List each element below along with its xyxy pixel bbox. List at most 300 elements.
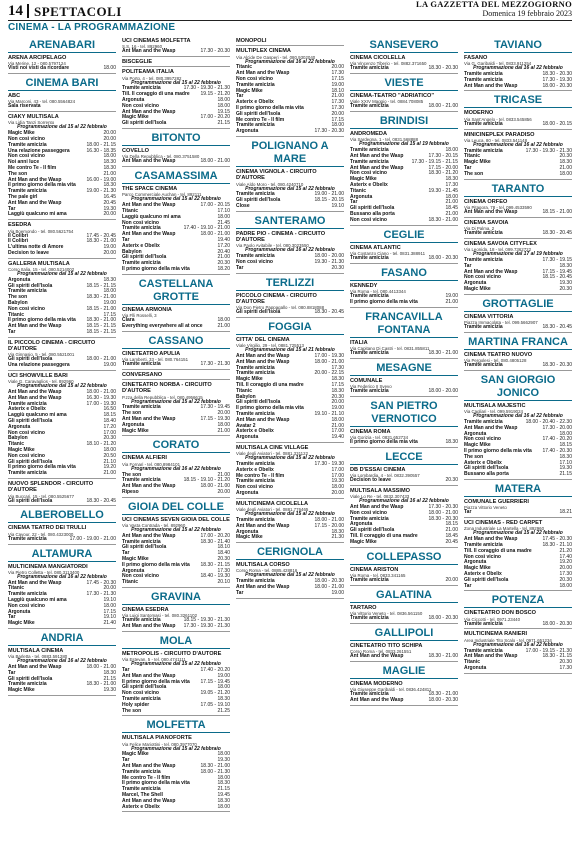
divider bbox=[8, 695, 116, 696]
cinema-listing bbox=[464, 631, 572, 671]
film-title: Magic Mike bbox=[464, 442, 491, 449]
programme-period: Programmazione dal 16 al 22 febbraio bbox=[473, 641, 563, 648]
film-showtimes: 20.00 bbox=[331, 110, 344, 117]
film-title: Tar bbox=[464, 165, 472, 172]
film-showtimes: 18.45 bbox=[445, 205, 458, 212]
cinema-address: Via Marconi, 43 - tel. 080.5564824 bbox=[8, 99, 76, 105]
film-title: Tramite amicizia bbox=[122, 361, 161, 367]
cinema-name: KENNEDY bbox=[350, 282, 378, 289]
film-showtimes: 18.30 - 20.30 bbox=[542, 71, 572, 78]
cinema-listing bbox=[122, 382, 230, 434]
programme-period: Programmazione dal 15 al 22 febbraio bbox=[131, 527, 221, 534]
film-showtimes: 17.30 - 20.30 bbox=[200, 48, 230, 55]
divider bbox=[350, 111, 458, 112]
film-title: Magic Mike bbox=[122, 556, 149, 563]
film-showtimes: 21.00 bbox=[217, 254, 230, 261]
film-showtimes: 18.00 bbox=[217, 421, 230, 428]
cinema-listing bbox=[236, 445, 344, 497]
cinema-name: CINEMA SAVOIA CITYFLEX bbox=[464, 240, 537, 247]
film-showtimes: 18.00 - 21.00 bbox=[314, 584, 344, 590]
city-heading: FRANCAVILLA FONTANA bbox=[350, 311, 458, 338]
film-title: L'ultima notte di Amore bbox=[8, 244, 64, 251]
film-title: Il primo giorno della mia vita bbox=[8, 464, 76, 471]
film-showtimes: 19.20 bbox=[559, 559, 572, 566]
cinema-name: CINEMA ALFIERI bbox=[122, 455, 167, 462]
cinema-name: PADRE PIO - CINEMA - CIRCUITO D'AUTORE bbox=[236, 230, 326, 244]
cinema-listing bbox=[8, 114, 116, 218]
divider bbox=[464, 479, 572, 480]
film-title: Asterix e Obelix bbox=[464, 570, 502, 577]
film-showtimes: 17.00 bbox=[103, 429, 116, 436]
film-showtimes: 18.15 - 21.00 bbox=[86, 305, 116, 312]
film-row bbox=[8, 621, 116, 627]
film-showtimes: 17.30 bbox=[331, 70, 344, 77]
city-heading: GALATINA bbox=[350, 589, 458, 603]
film-showtimes: 18.00 bbox=[217, 213, 230, 220]
film-row bbox=[350, 351, 458, 357]
film-showtimes: 20.00 bbox=[217, 410, 230, 417]
film-title: Gli spiriti dell'Isola bbox=[350, 205, 395, 212]
cinema-name: CINEMA SAVOIA bbox=[464, 219, 509, 226]
listing-column bbox=[464, 36, 572, 835]
film-showtimes: 18.30 bbox=[331, 376, 344, 383]
film-showtimes: 17.30 bbox=[217, 567, 230, 574]
film-title: Non così vicino bbox=[122, 573, 159, 580]
city-heading: COLLEPASSO bbox=[350, 551, 458, 565]
film-title: Ant Man and the Wasp bbox=[122, 158, 176, 165]
cinema-name: CINEMA TEATRO NUOVO bbox=[464, 351, 533, 358]
film-showtimes: 20.00 bbox=[559, 565, 572, 572]
film-title: Ant Man and the Wasp bbox=[236, 353, 290, 359]
cinema-name: CINEMA ESEDRA bbox=[122, 607, 169, 614]
film-title: Il primo giorno della mia vita bbox=[122, 561, 190, 568]
film-title: Titanic bbox=[8, 585, 25, 592]
film-title: Gli spiriti dell'Isola bbox=[236, 309, 281, 316]
divider bbox=[236, 442, 344, 443]
film-title: Tramite amicizia bbox=[236, 191, 275, 198]
cinema-name: POLITEAMA ITALIA bbox=[122, 69, 174, 76]
film-title: Non così vicino bbox=[8, 136, 45, 143]
film-title: Non così vicino bbox=[236, 484, 273, 491]
film-title: Argonuta bbox=[464, 430, 487, 437]
film-showtimes: 18.00 - 21.00 bbox=[200, 483, 230, 490]
cinema-name: ESEDRA bbox=[8, 222, 32, 229]
divider bbox=[8, 370, 116, 371]
film-title: Magic Mike bbox=[8, 687, 35, 694]
film-title: Gli spiriti dell'Isola bbox=[236, 110, 281, 117]
film-title: Ant Man and the Wasp bbox=[236, 522, 290, 529]
divider bbox=[464, 628, 572, 629]
film-title: Tramite amicizia bbox=[122, 695, 161, 702]
divider bbox=[350, 73, 458, 74]
film-showtimes: 19.30 bbox=[559, 465, 572, 472]
film-showtimes: 19.05 - 21.20 bbox=[200, 690, 230, 697]
film-showtimes: 20.00 bbox=[103, 136, 116, 143]
film-showtimes: 18.10 bbox=[331, 87, 344, 94]
film-row bbox=[350, 698, 458, 704]
film-row bbox=[464, 172, 572, 178]
cinema-address: Via Felice Mariottini - tel. 080.3977070 bbox=[122, 741, 197, 747]
cinema-listing bbox=[464, 499, 572, 516]
film-showtimes: 18.30 - 21.20 bbox=[428, 170, 458, 177]
film-title: Tramite amicizia bbox=[464, 362, 503, 369]
city-heading: MARTINA FRANCA bbox=[464, 336, 572, 350]
divider bbox=[8, 544, 116, 545]
city-heading: MAGLIE bbox=[350, 665, 458, 679]
film-title: Non così vicino bbox=[350, 509, 387, 516]
cinema-address: Via Buccari, 15 - tel. 080.5525677 bbox=[8, 493, 75, 499]
film-showtimes: 17.30 - 19.30 bbox=[542, 76, 572, 83]
cinema-address: Piazza Immacolata - tel. 099.5662907 bbox=[464, 320, 538, 326]
film-title: Asterix e Obelix bbox=[236, 466, 274, 473]
cinema-name: MULTISALA MAJESTIC bbox=[464, 402, 526, 409]
film-showtimes: 18.00 bbox=[217, 97, 230, 104]
film-title: Il primo giorno della mia vita bbox=[122, 780, 190, 787]
film-showtimes: 18.00 bbox=[217, 102, 230, 109]
film-title: Ant Man and the Wasp bbox=[122, 48, 176, 55]
film-showtimes: 18.15 - 21.15 bbox=[86, 282, 116, 289]
film-row bbox=[122, 159, 230, 165]
cinema-address: Via Sardegna, 1 - tel. 0831.568888 bbox=[350, 137, 419, 143]
cinema-address: Via Di Palma, 2 bbox=[464, 226, 495, 232]
film-title: The son bbox=[8, 170, 28, 177]
film-title: Till. Il coraggio di una madre bbox=[350, 533, 418, 540]
cinema-listing bbox=[464, 520, 572, 589]
film-showtimes: 20.00 bbox=[103, 211, 116, 218]
film-showtimes: 18.40 - 19.30 bbox=[200, 573, 230, 580]
film-showtimes: 19.30 bbox=[331, 478, 344, 485]
cinema-listing bbox=[350, 245, 458, 262]
film-title: Tramite amicizia bbox=[8, 288, 47, 295]
film-showtimes: 17.15 - 19.45 bbox=[542, 268, 572, 275]
divider bbox=[122, 497, 230, 498]
film-title: Titanic bbox=[464, 153, 481, 160]
film-row bbox=[350, 540, 458, 546]
film-title: Ant Man and the Wasp bbox=[8, 199, 62, 206]
programme-period: Programmazione dal 15 al 22 febbraio bbox=[473, 530, 563, 537]
divider bbox=[464, 90, 572, 91]
cinema-name: COMUNALE bbox=[350, 377, 383, 384]
film-showtimes: 17.30 bbox=[331, 364, 344, 371]
film-title: Non così vicino bbox=[236, 258, 273, 265]
cinema-address: P.zza della Repubblica - tel. 080.4956615 bbox=[122, 394, 203, 400]
film-showtimes: 18.10 bbox=[217, 544, 230, 551]
film-title: Gli spiriti dell'Isola bbox=[8, 497, 53, 504]
film-showtimes: 17.00 - 20.15 bbox=[200, 202, 230, 209]
cinema-listing bbox=[122, 372, 230, 378]
film-showtimes: 18.00 bbox=[559, 582, 572, 589]
film-title: Il primo giorno della mia vita bbox=[350, 439, 418, 446]
cinema-name: IL PICCOLO CINEMA - CIRCUITO D'AUTORE bbox=[8, 339, 96, 353]
publication-name: LA GAZZETTA DEL MEZZOGIORNO bbox=[415, 0, 572, 9]
film-showtimes: 17.00 - 19.15 - 21.30 bbox=[525, 647, 572, 654]
film-title: Me contro Te - Il film bbox=[236, 472, 285, 479]
divider bbox=[350, 447, 458, 448]
cinema-name: CONVERSANO bbox=[122, 371, 163, 378]
film-row bbox=[8, 363, 116, 369]
film-title: Argonuta bbox=[8, 423, 31, 430]
film-title: The son bbox=[122, 471, 142, 478]
film-showtimes: 18.00 bbox=[217, 803, 230, 810]
city-heading: MOLFETTA bbox=[122, 719, 230, 733]
programme-period: Programmazione dal 15 al 22 febbraio bbox=[131, 398, 221, 405]
film-showtimes: 18.30 bbox=[103, 182, 116, 189]
film-showtimes: 20.00 bbox=[331, 490, 344, 497]
film-title: Argonuta bbox=[8, 608, 31, 615]
divider bbox=[350, 358, 458, 359]
cinema-listing bbox=[8, 55, 116, 72]
film-showtimes: 19.00 - 21.00 bbox=[314, 191, 344, 198]
cinema-name: BISCEGLIE bbox=[122, 59, 153, 66]
divider bbox=[350, 307, 458, 308]
programme-period: Programmazione dal 15 al 22 febbraio bbox=[17, 124, 107, 131]
cinema-name: UCI CINEMAS MOLFETTA bbox=[122, 38, 191, 44]
divider bbox=[350, 225, 458, 226]
film-title: Argonuta bbox=[236, 528, 259, 535]
divider bbox=[464, 332, 572, 333]
film-title: Tramite amicizia bbox=[236, 122, 275, 129]
film-showtimes: 21.00 bbox=[445, 527, 458, 534]
divider bbox=[350, 705, 458, 706]
city-heading: GRAVINA bbox=[122, 591, 230, 605]
masthead bbox=[416, 0, 572, 20]
cinema-name: CINETEATRO APULIA bbox=[122, 350, 181, 357]
film-title: Non così vicino bbox=[350, 216, 387, 223]
cinema-name: ITALIA bbox=[350, 339, 368, 346]
film-title: Tramite amicizia bbox=[350, 254, 389, 261]
cinema-address: Via Sant'Angelo - tel. 0833.545856 bbox=[464, 116, 532, 122]
cinema-listing bbox=[8, 340, 116, 369]
cinema-name: CINETEATRO NORBA - CIRCUITO D'AUTORE bbox=[122, 382, 212, 395]
film-showtimes: 17.00 - 19.30 bbox=[86, 400, 116, 407]
cinema-address: Via Ciccotti - tel. 0971.23440 bbox=[464, 616, 521, 622]
film-title: Argonuta bbox=[236, 434, 259, 441]
film-title: Ant Man and the Wasp bbox=[464, 208, 518, 215]
cinema-name: DB D'ESSAI CINEMA bbox=[350, 466, 406, 473]
cinema-listing bbox=[122, 607, 230, 630]
film-showtimes: 18.30 bbox=[217, 695, 230, 702]
film-title: Magic Mike bbox=[350, 538, 377, 545]
cinema-listing bbox=[8, 93, 116, 110]
film-showtimes: 18.30 - 21.00 bbox=[428, 653, 458, 660]
film-row bbox=[8, 104, 116, 110]
film-showtimes: 19.40 bbox=[217, 237, 230, 244]
film-showtimes: 18.00 - 20.00 bbox=[314, 253, 344, 260]
cinema-listing bbox=[350, 429, 458, 446]
film-title: Tar bbox=[464, 582, 472, 589]
header-divider bbox=[27, 4, 29, 18]
film-title: Il primo giorno della mia vita bbox=[122, 678, 190, 685]
film-title: Tramite amicizia bbox=[122, 786, 161, 793]
divider bbox=[122, 331, 230, 332]
film-title: Ripeso bbox=[122, 488, 139, 495]
film-showtimes: 17.20 bbox=[217, 242, 230, 249]
film-showtimes: 17.40 - 20.20 bbox=[542, 436, 572, 443]
film-title: Tramite amicizia bbox=[236, 516, 275, 523]
divider bbox=[122, 274, 230, 275]
city-heading: POTENZA bbox=[464, 594, 572, 608]
cinema-listing bbox=[350, 643, 458, 660]
cinema-name: FASANO bbox=[464, 55, 488, 61]
film-title: Asterix e Obelix bbox=[464, 459, 502, 466]
city-heading: CEGLIE bbox=[350, 229, 458, 243]
film-showtimes: 18.00 bbox=[331, 122, 344, 129]
city-heading: CASTELLANA GROTTE bbox=[122, 278, 230, 305]
film-title: Marcel, The Shell bbox=[122, 792, 163, 799]
divider bbox=[236, 598, 344, 599]
film-title: Il primo giorno della mia vita bbox=[122, 266, 190, 273]
film-row bbox=[236, 266, 344, 272]
film-title: Argonuta bbox=[122, 567, 145, 574]
film-showtimes: 18.00 bbox=[445, 147, 458, 154]
film-showtimes: 17.10 bbox=[217, 208, 230, 215]
programme-period: Programmazione dal 15 al 22 febbraio bbox=[131, 745, 221, 752]
film-row bbox=[350, 104, 458, 110]
film-showtimes: 18.00 - 21.00 bbox=[314, 358, 344, 365]
cinema-name: CINEMA CICOLELLA bbox=[350, 55, 406, 61]
film-showtimes: 18.00 - 20.30 bbox=[542, 620, 572, 627]
publication-date: Domenica 19 febbraio 2023 bbox=[482, 9, 572, 18]
cinema-listing bbox=[8, 564, 116, 627]
cinema-address: Viale degli Aviatori - tel. 0881.776465 bbox=[236, 507, 309, 513]
film-title: Tramite amicizia bbox=[350, 576, 389, 583]
film-row bbox=[122, 805, 230, 811]
film-title: Il primo giorno della mia vita bbox=[8, 182, 76, 189]
film-title: Tar bbox=[464, 509, 472, 516]
film-title: Tramite amicizia bbox=[350, 515, 389, 522]
film-title: Titanic bbox=[236, 64, 253, 71]
listing-column bbox=[350, 36, 458, 835]
divider bbox=[464, 673, 572, 674]
page-header bbox=[8, 0, 572, 21]
film-title: Tramite amicizia bbox=[8, 681, 47, 688]
film-title: Me contro Te - Il film bbox=[8, 165, 57, 172]
film-title: Magic Mike bbox=[236, 87, 263, 94]
film-title: Tramite amicizia bbox=[8, 400, 47, 407]
cinema-name: CINEMA ARMONIA bbox=[122, 306, 172, 313]
film-showtimes: 20.00 - 22.15 bbox=[314, 370, 344, 377]
film-title: The pale girl bbox=[8, 194, 38, 201]
cinema-name: MODERNO bbox=[464, 110, 494, 117]
film-showtimes: 18.15 - 21.15 bbox=[86, 323, 116, 330]
film-showtimes: 17.00 - 20.20 bbox=[200, 114, 230, 121]
film-title: Clara bbox=[122, 317, 135, 324]
film-showtimes: 17.15 - 20.00 bbox=[428, 164, 458, 171]
film-title: Magic Mike bbox=[122, 427, 149, 434]
cinema-name: MULTICINEMA MANGIATORDI bbox=[8, 563, 88, 570]
film-title: Ant Man and the Wasp bbox=[350, 153, 404, 160]
film-title: Close bbox=[236, 202, 250, 209]
city-heading: LECCE bbox=[350, 451, 458, 465]
film-title: The son bbox=[122, 410, 142, 417]
divider bbox=[350, 263, 458, 264]
cinema-address: Via Flli Rosselli, 3 bbox=[122, 313, 157, 319]
cinema-name: THE SPACE CINEMA bbox=[122, 186, 178, 193]
film-title: Tramite amicizia bbox=[464, 76, 503, 83]
section-title: SPETTACOLI bbox=[34, 4, 122, 19]
film-title: Argonuta bbox=[350, 193, 373, 200]
cinema-address: Viale Aldo Moro - tel. 080.4240710 bbox=[236, 181, 304, 187]
film-showtimes: 21.00 bbox=[331, 93, 344, 100]
film-showtimes: 17.15 bbox=[331, 381, 344, 388]
listing-column bbox=[8, 36, 116, 835]
film-showtimes: 16.45 bbox=[103, 194, 116, 201]
film-title: Non così vicino bbox=[8, 429, 45, 436]
film-showtimes: 18.15 - 20.45 bbox=[542, 274, 572, 281]
film-showtimes: 18.30 bbox=[559, 159, 572, 166]
cinema-name: CINEMA-TEATRO "ADRIATICO" bbox=[350, 93, 435, 100]
city-heading: ARENABARI bbox=[8, 39, 116, 53]
film-title: Sala riservata bbox=[8, 103, 41, 110]
film-title: Tramite amicizia bbox=[464, 419, 503, 425]
cinema-listing bbox=[464, 55, 572, 89]
divider bbox=[122, 379, 230, 380]
film-title: Tramite amicizia bbox=[122, 768, 161, 775]
film-title: Magic Mike bbox=[8, 447, 35, 454]
film-row bbox=[122, 490, 230, 496]
film-title: Magic Mike bbox=[350, 176, 377, 183]
cinema-name: CIAKY MULTISALA bbox=[8, 114, 59, 121]
programme-period: Programmazione dal 16 al 22 febbraio bbox=[359, 498, 449, 505]
film-title: Non così vicino bbox=[464, 553, 501, 560]
cinema-address: Parco Commerciale Auchan - tel. 892111 bbox=[122, 192, 202, 198]
divider bbox=[236, 317, 344, 318]
film-showtimes: 17.20 bbox=[103, 423, 116, 430]
film-title: Il primo giorno della mia vita bbox=[464, 447, 532, 454]
divider bbox=[8, 111, 116, 112]
film-title: Tramite amicizia bbox=[122, 477, 161, 484]
divider bbox=[122, 128, 230, 129]
cinema-listing bbox=[464, 110, 572, 127]
film-showtimes: 17.00 - 19.00 - 21.00 bbox=[69, 535, 116, 542]
film-title: Ant Man and the Wasp bbox=[464, 424, 518, 431]
cinema-address: Via Costanzo Ciano - tel. 0831.388911 bbox=[350, 250, 426, 256]
film-showtimes: 18.00 - 20.30 bbox=[542, 82, 572, 89]
film-title: Una relazione passeggera bbox=[8, 147, 70, 154]
film-showtimes: 18.00 - 21.00 bbox=[86, 664, 116, 671]
film-showtimes: 19.00 bbox=[331, 405, 344, 412]
film-title: Argonuta bbox=[122, 97, 145, 104]
film-showtimes: 18.30 - 21.15 bbox=[542, 653, 572, 660]
cinema-address: Via G. Garibaldi - tel. 0833.911254 bbox=[464, 61, 532, 67]
city-heading: VIESTE bbox=[350, 77, 458, 91]
city-heading: FASANO bbox=[350, 267, 458, 281]
film-title: Tramite amicizia bbox=[464, 71, 503, 78]
film-showtimes: 21.25 bbox=[217, 707, 230, 714]
listing-column bbox=[122, 36, 230, 835]
city-heading: FOGGIA bbox=[236, 321, 344, 335]
film-row bbox=[350, 654, 458, 660]
film-showtimes: 18.00 - 21.30 bbox=[200, 768, 230, 775]
cinema-listing bbox=[122, 351, 230, 368]
divider bbox=[122, 631, 230, 632]
film-title: Magic Mike bbox=[236, 376, 263, 383]
film-showtimes: 18.21 bbox=[559, 509, 572, 516]
programme-period: Programmazione dal 15 al 22 febbraio bbox=[131, 196, 221, 203]
page-number: 14 bbox=[8, 3, 23, 19]
cinema-name: CINEMA ORFEO bbox=[464, 198, 508, 205]
film-showtimes: 18.15 - 19.30 - 21.30 bbox=[183, 617, 230, 624]
film-title: Gli spiriti dell'Isola bbox=[236, 399, 281, 406]
film-title: Tar bbox=[236, 589, 244, 596]
film-showtimes: 18.00 bbox=[331, 484, 344, 491]
film-showtimes: 18.00 - 20.30 bbox=[428, 615, 458, 622]
divider bbox=[122, 369, 230, 370]
cinema-address: Via Alcide De Gasperi - tel. 080.9302040 bbox=[236, 54, 316, 60]
cinema-address: Viale G. Caravaglios - tel. 892960 bbox=[8, 379, 74, 385]
film-row bbox=[464, 510, 572, 516]
film-showtimes: 17.40 - 20.20 bbox=[200, 667, 230, 673]
